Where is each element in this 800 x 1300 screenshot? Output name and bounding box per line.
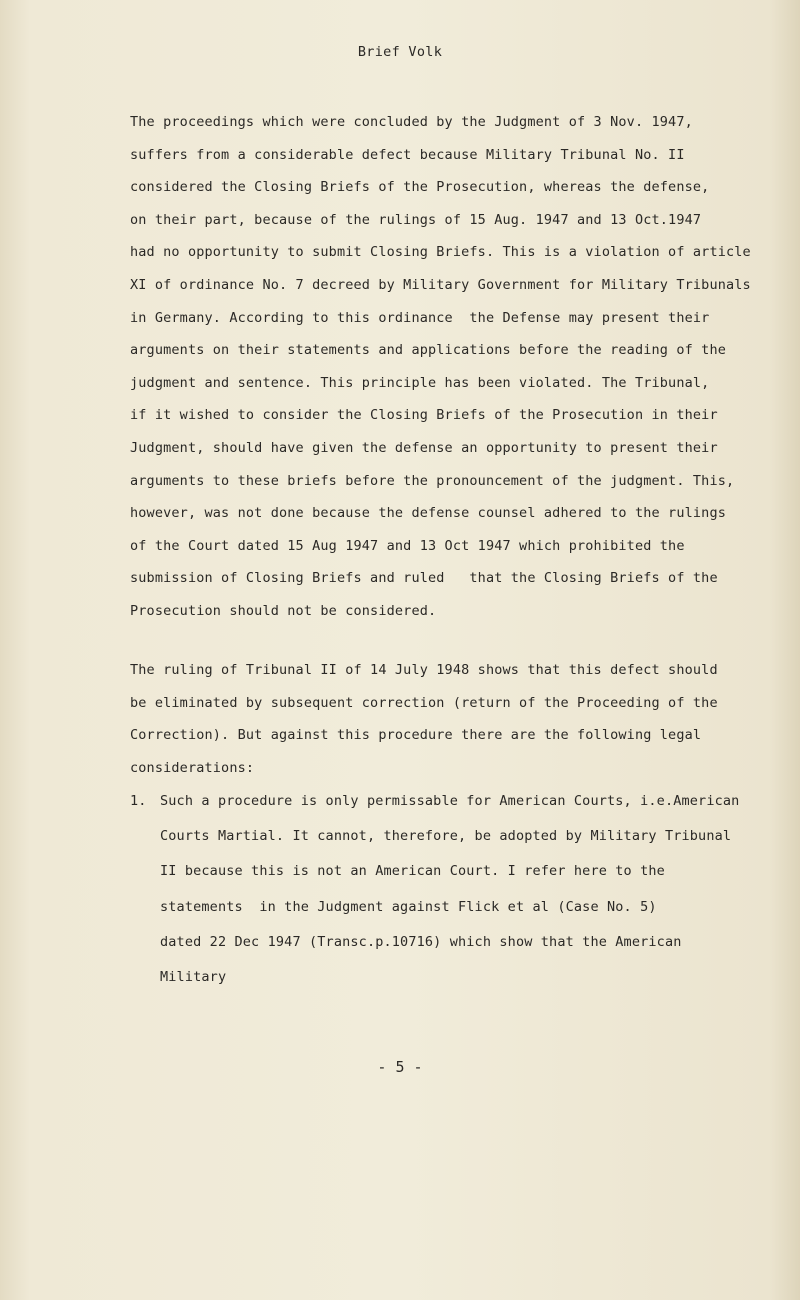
text-line: dated 22 Dec 1947 (Transc.p.10716) which show that the American	[160, 933, 682, 950]
paragraph-1	[130, 106, 770, 628]
text-line: submission of Closing Briefs and ruled that the Closing Briefs of the	[130, 570, 718, 587]
text-line: Judgment, should have given the defense an opportunity to present their	[130, 439, 718, 456]
page-number: - 5 -	[377, 1058, 423, 1076]
text-line: Prosecution should not be considered.	[130, 602, 437, 619]
text-line: be eliminated by subsequent correction (return of the Proceeding of the	[130, 694, 718, 711]
text-line: in Germany. According to this ordinance the Defense may present their	[130, 309, 710, 326]
text-line: Correction). But against this procedure there are the following legal	[130, 727, 702, 744]
paragraph-2	[130, 654, 770, 784]
text-line: if it wished to consider the Closing Briefs of the Prosecution in their	[130, 407, 718, 424]
page-header-title: Brief Volk	[357, 44, 443, 60]
text-line: Such a procedure is only permissable for American Courts, i.e.American	[160, 793, 740, 809]
text-line: The ruling of Tribunal II of 14 July 1948 shows that this defect should	[130, 662, 718, 678]
text-line: statements in the Judgment against Flick et al (Case No. 5)	[160, 898, 657, 915]
text-line: suffers from a considerable defect because Military Tribunal No. II	[130, 146, 685, 163]
list-item-number: 1.	[130, 793, 147, 809]
text-line: Military	[160, 969, 227, 986]
text-line: however, was not done because the defense counsel adhered to the rulings	[130, 505, 726, 522]
text-line: Courts Martial. It cannot, therefore, be adopted by Military Tribunal	[160, 828, 732, 845]
text-line: arguments on their statements and applications before the reading of the	[130, 342, 726, 359]
text-line: on their part, because of the rulings of 15 Aug. 1947 and 13 Oct.1947	[130, 211, 702, 228]
text-line: of the Court dated 15 Aug 1947 and 13 Oct 1947 which prohibited the	[130, 537, 685, 554]
list-item-body	[160, 784, 770, 995]
text-line: judgment and sentence. This principle has been violated. The Tribunal,	[130, 374, 710, 391]
text-line: XI of ordinance No. 7 decreed by Military Government for Military Tribunals	[130, 276, 751, 293]
text-line: II because this is not an American Court. I refer here to the	[160, 863, 665, 880]
text-line: considerations:	[130, 759, 255, 776]
text-line: arguments to these briefs before the pronouncement of the judgment. This,	[130, 472, 735, 489]
text-line: The proceedings which were concluded by the Judgment of 3 Nov. 1947,	[130, 114, 693, 130]
text-line: had no opportunity to submit Closing Briefs. This is a violation of article	[130, 244, 751, 261]
text-line: considered the Closing Briefs of the Prosecution, whereas the defense,	[130, 179, 710, 196]
